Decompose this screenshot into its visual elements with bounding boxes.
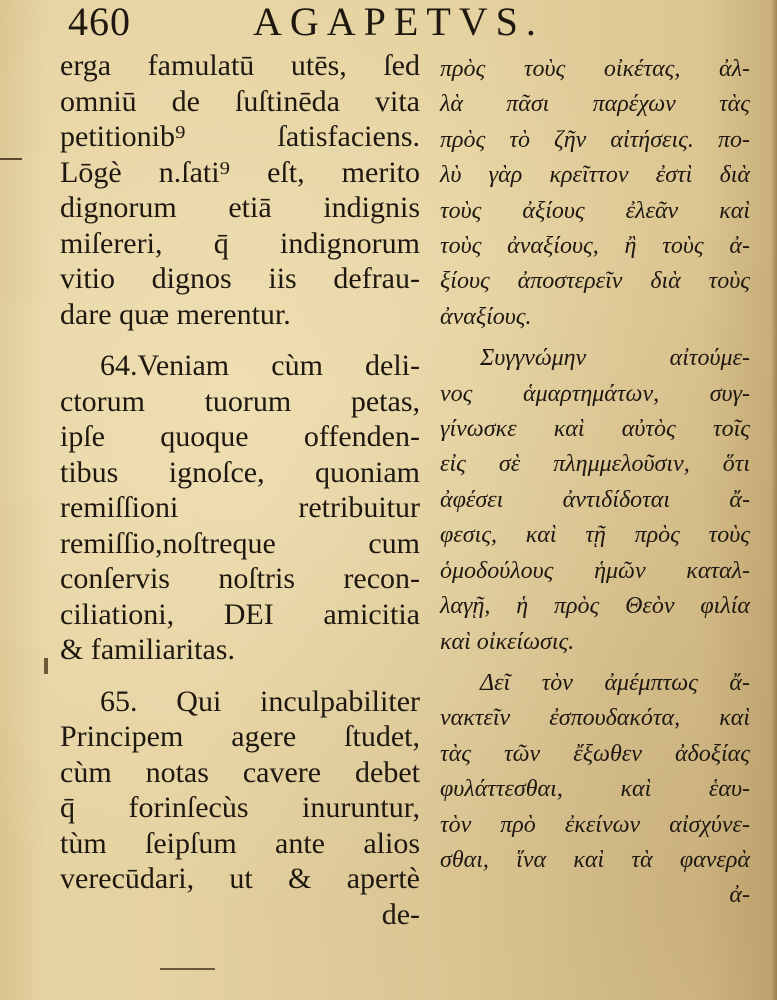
paragraph-gap: [60, 332, 420, 348]
greek-line: ἀφέσει ἀντιδίδοται ἄ-: [440, 486, 750, 513]
greek-line: πρὸς τοὺς οἰκέτας, ἀλ-: [440, 56, 750, 82]
latin-line: dignorum etiā indignis: [60, 191, 420, 224]
latin-line: omniū de ſuſtinēda vita: [60, 84, 420, 118]
greek-line: Συγγνώμην αἰτούμε-: [480, 345, 750, 372]
latin-line: erga famulatū utēs, ſed: [60, 49, 420, 82]
greek-line: τοὺς ἀναξίους, ἢ τοὺς ἀ-: [440, 233, 750, 260]
latin-line: vitio dignos iis defrau-: [60, 262, 420, 295]
greek-line: νακτεῖν ἐσπουδακότα, καὶ: [440, 705, 750, 732]
page-number: 460: [68, 0, 131, 44]
greek-line: εἰς σὲ πλημμελοῦσιν, ὅτι: [440, 451, 750, 478]
greek-line: ὁμοδούλους ἡμῶν καταλ-: [440, 557, 750, 584]
page-edge-shadow: [771, 0, 777, 1000]
latin-line: q̄ forinſecùs inuruntur,: [60, 791, 420, 824]
page-header: [58, 0, 758, 44]
greek-line: νος ἁμαρτημάτων, συγ-: [440, 380, 750, 407]
greek-line: τὸν πρὸ ἐκείνων αἰσχύνε-: [440, 811, 750, 838]
greek-line: λαγῇ, ἡ πρὸς Θεὸν φιλία: [440, 593, 750, 620]
greek-line: γίνωσκε καὶ αὐτὸς τοῖς: [440, 416, 750, 443]
greek-line: τοὺς ἀξίους ἐλεᾶν καὶ: [440, 197, 750, 224]
latin-line: ctorum tuorum petas,: [60, 384, 420, 418]
greek-line: καὶ οἰκείωσις.: [440, 628, 575, 655]
greek-line: φεσις, καὶ τῇ πρὸς τοὺς: [440, 522, 750, 549]
margin-mark: [160, 968, 215, 970]
latin-line: remiſſio,noſtreque cum: [60, 526, 420, 560]
latin-column: [60, 48, 420, 932]
latin-line: dare quæ merentur.: [60, 297, 291, 331]
latin-line: Lōgè n.ſati⁹ eſt, merito: [60, 155, 420, 189]
latin-line: petitionib⁹ ſatisfaciens.: [60, 120, 420, 153]
greek-line: ξίους ἀποστερεῖν διὰ τοὺς: [440, 268, 750, 295]
greek-line: σθαι, ἵνα καὶ τὰ φανερὰ: [440, 846, 750, 873]
latin-line: ciliationi, DEI amicitia: [60, 597, 420, 631]
latin-line: Principem agere ſtudet,: [60, 720, 420, 753]
greek-line: λὺ γὰρ κρεῖττον ἐστὶ διὰ: [440, 162, 750, 189]
paragraph-gap: [60, 668, 420, 684]
running-head: AGAPETVS.: [253, 0, 544, 44]
margin-mark: [0, 158, 22, 160]
latin-line: cùm notas cavere debet: [60, 755, 420, 789]
greek-line: ἀναξίους.: [440, 303, 532, 330]
latin-line: verecūdari, ut & apertè: [60, 862, 420, 895]
greek-line: τὰς τῶν ἔξωθεν ἀδοξίας: [440, 740, 750, 767]
latin-line: tùm ſeipſum ante alios: [60, 826, 420, 860]
latin-line: remiſſioni retribuitur: [60, 491, 420, 524]
margin-mark: [44, 658, 48, 674]
greek-line: πρὸς τὸ ζῆν αἰτήσεις. πο-: [440, 126, 750, 153]
catchword: ἀ-: [729, 882, 750, 909]
latin-line: 65. Qui inculpabiliter: [100, 684, 420, 718]
greek-line: Δεῖ τὸν ἀμέμπτως ἄ-: [480, 669, 750, 696]
catchword: de-: [381, 897, 420, 931]
latin-line: & familiaritas.: [60, 633, 235, 666]
latin-line: 64.Veniam cùm deli-: [100, 349, 420, 382]
latin-line: tibus ignoſce, quoniam: [60, 455, 420, 489]
greek-column: [440, 52, 750, 914]
latin-line: ipſe quoque offenden-: [60, 420, 420, 453]
greek-line: φυλάττεσθαι, καὶ ἑαυ-: [440, 776, 750, 803]
greek-line: λὰ πᾶσι παρέχων τὰς: [440, 91, 750, 118]
latin-line: conſervis noſtris recon-: [60, 562, 420, 595]
latin-line: miſereri, q̄ indignorum: [60, 226, 420, 260]
